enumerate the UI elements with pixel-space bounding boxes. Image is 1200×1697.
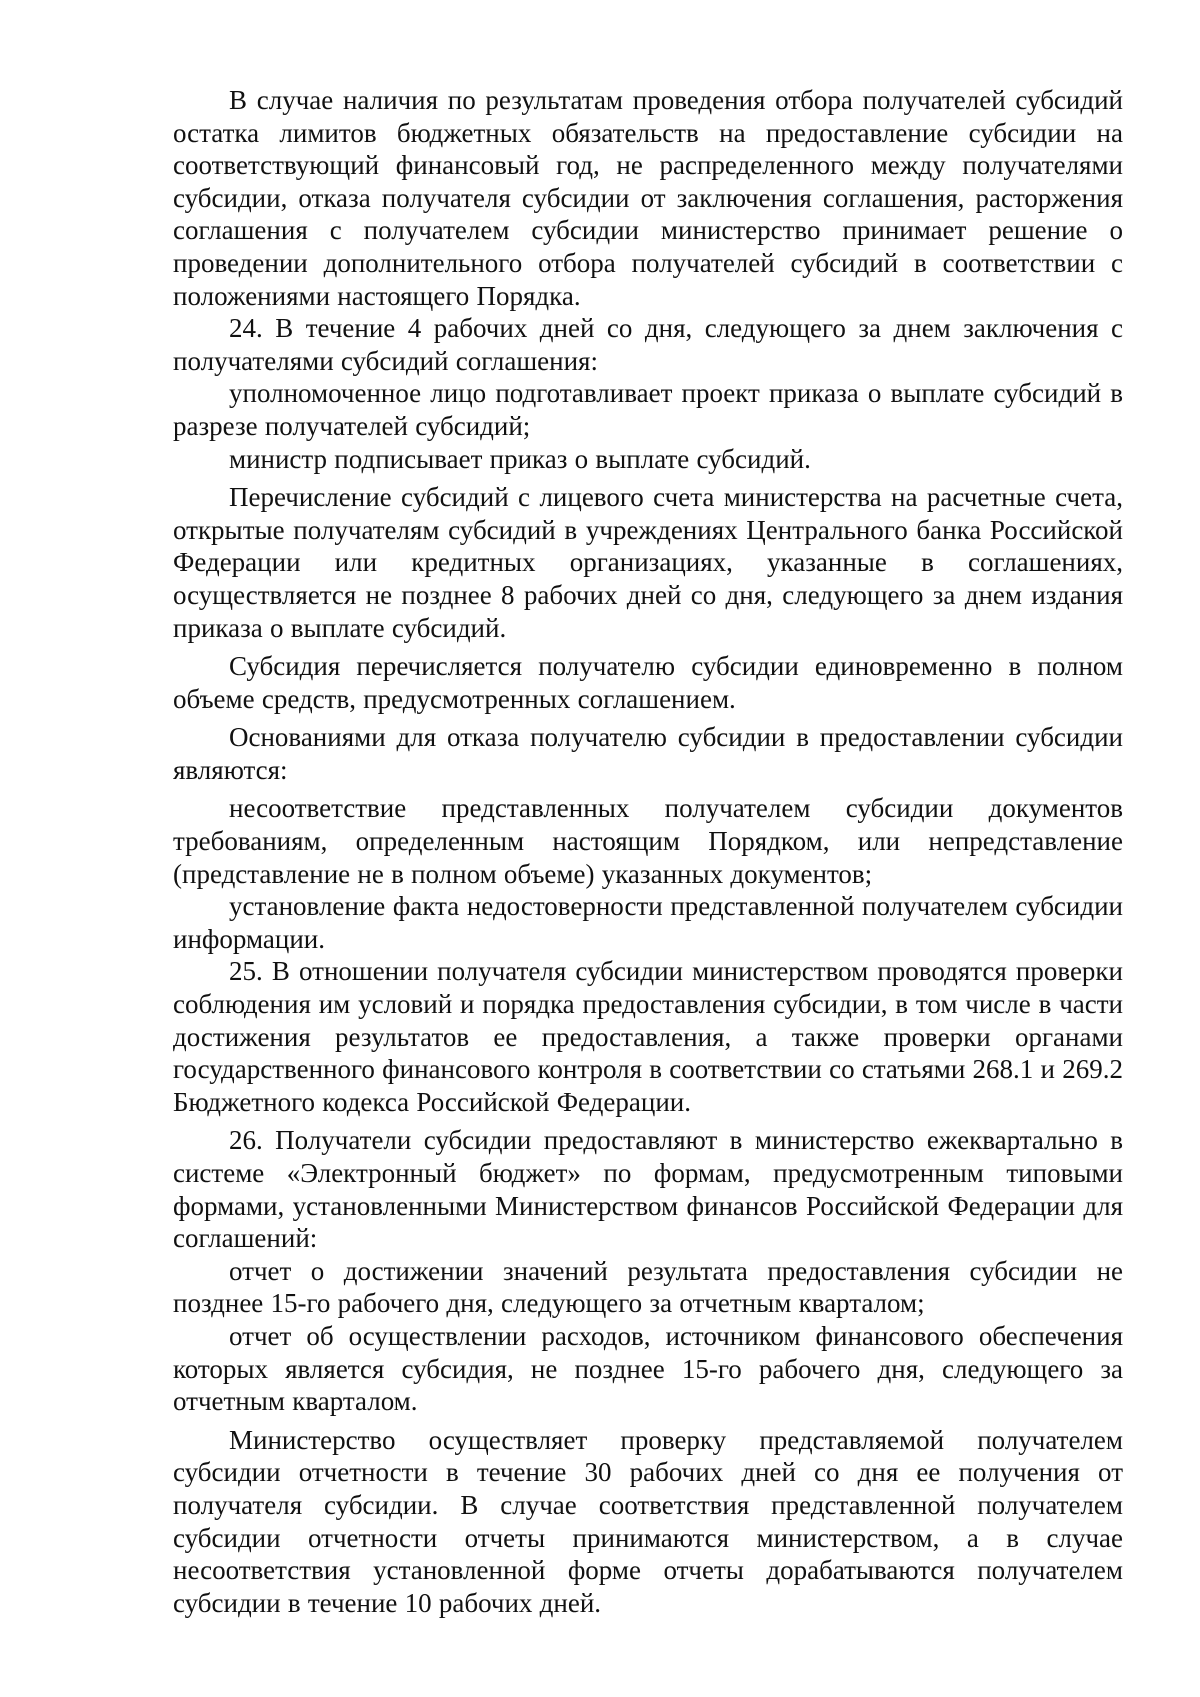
paragraph-item-24: 24. В течение 4 рабочих дней со дня, следующего за днем заключения с получателями субсидий соглашения: [173, 313, 1123, 376]
paragraph-additional-selection: В случае наличия по результатам проведения отбора получателей субсидий остатка лимитов бюджетных обязательств на предоставление субсидии на соответствующий финансовый год, не распределенного между получателями субсидии, отказа получателя субсидии от заключения соглашения, расторжения соглашения с получателем субсидии министерство принимает решение о проведении дополнительного отбора получателей субсидий в соответствии с положениями настоящего Порядка. [173, 85, 1123, 311]
paragraph-nonconformity: несоответствие представленных получателем субсидии документов требованиям, определенным настоящим Порядком, или непредставление (представление не в полном объеме) указанных документов; [173, 793, 1123, 889]
paragraph-single-payment: Субсидия перечисляется получателю субсидии единовременно в полном объеме средств, предусмотренных соглашением. [173, 651, 1123, 714]
paragraph-report-expenses: отчет об осуществлении расходов, источником финансового обеспечения которых является субсидия, не позднее 15-го рабочего дня, следующего за отчетным кварталом. [173, 1320, 1123, 1417]
paragraph-authorized-person: уполномоченное лицо подготавливает проект приказа о выплате субсидий в разрезе получателей субсидий; [173, 378, 1123, 441]
paragraph-false-information: установление факта недостоверности представленной получателем субсидии информации. [173, 891, 1123, 954]
paragraph-report-results: отчет о достижении значений результата предоставления субсидии не позднее 15-го рабочего дня, следующего за отчетным кварталом; [173, 1255, 1123, 1319]
paragraph-item-25: 25. В отношении получателя субсидии министерством проводятся проверки соблюдения им условий и порядка предоставления субсидии, в том числе в части достижения результатов ее предоставления, а также проверки органами государственного финансового контроля в соответствии со статьями 268.1 и 269.2 Бюджетного кодекса Российской Федерации. [173, 956, 1123, 1117]
paragraph-minister-signs: министр подписывает приказ о выплате субсидий. [229, 443, 811, 474]
paragraph-item-26: 26. Получатели субсидии предоставляют в министерство ежеквартально в системе «Электронный бюджет» по формам, предусмотренным типовыми формами, установленными Министерством финансов Российской Федерации для соглашений: [173, 1125, 1123, 1254]
paragraph-refusal-grounds: Основаниями для отказа получателю субсидии в предоставлении субсидии являются: [173, 722, 1123, 785]
document-page [173, 84, 1123, 1619]
paragraph-ministry-check: Министерство осуществляет проверку представляемой получателем субсидии отчетности в течение 30 рабочих дней со дня ее получения от получателя субсидии. В случае соответствия представленной получателем субсидии отчетности отчеты принимаются министерством, а в случае несоответствия установленной форме отчеты дорабатываются получателем субсидии в течение 10 рабочих дней. [173, 1424, 1123, 1618]
paragraph-transfer-subsidies: Перечисление субсидий с лицевого счета министерства на расчетные счета, открытые получателям субсидий в учреждениях Центрального банка Российской Федерации или кредитных организациях, указанные в соглашениях, осуществляется не позднее 8 рабочих дней со дня, следующего за днем издания приказа о выплате субсидий. [173, 482, 1123, 643]
